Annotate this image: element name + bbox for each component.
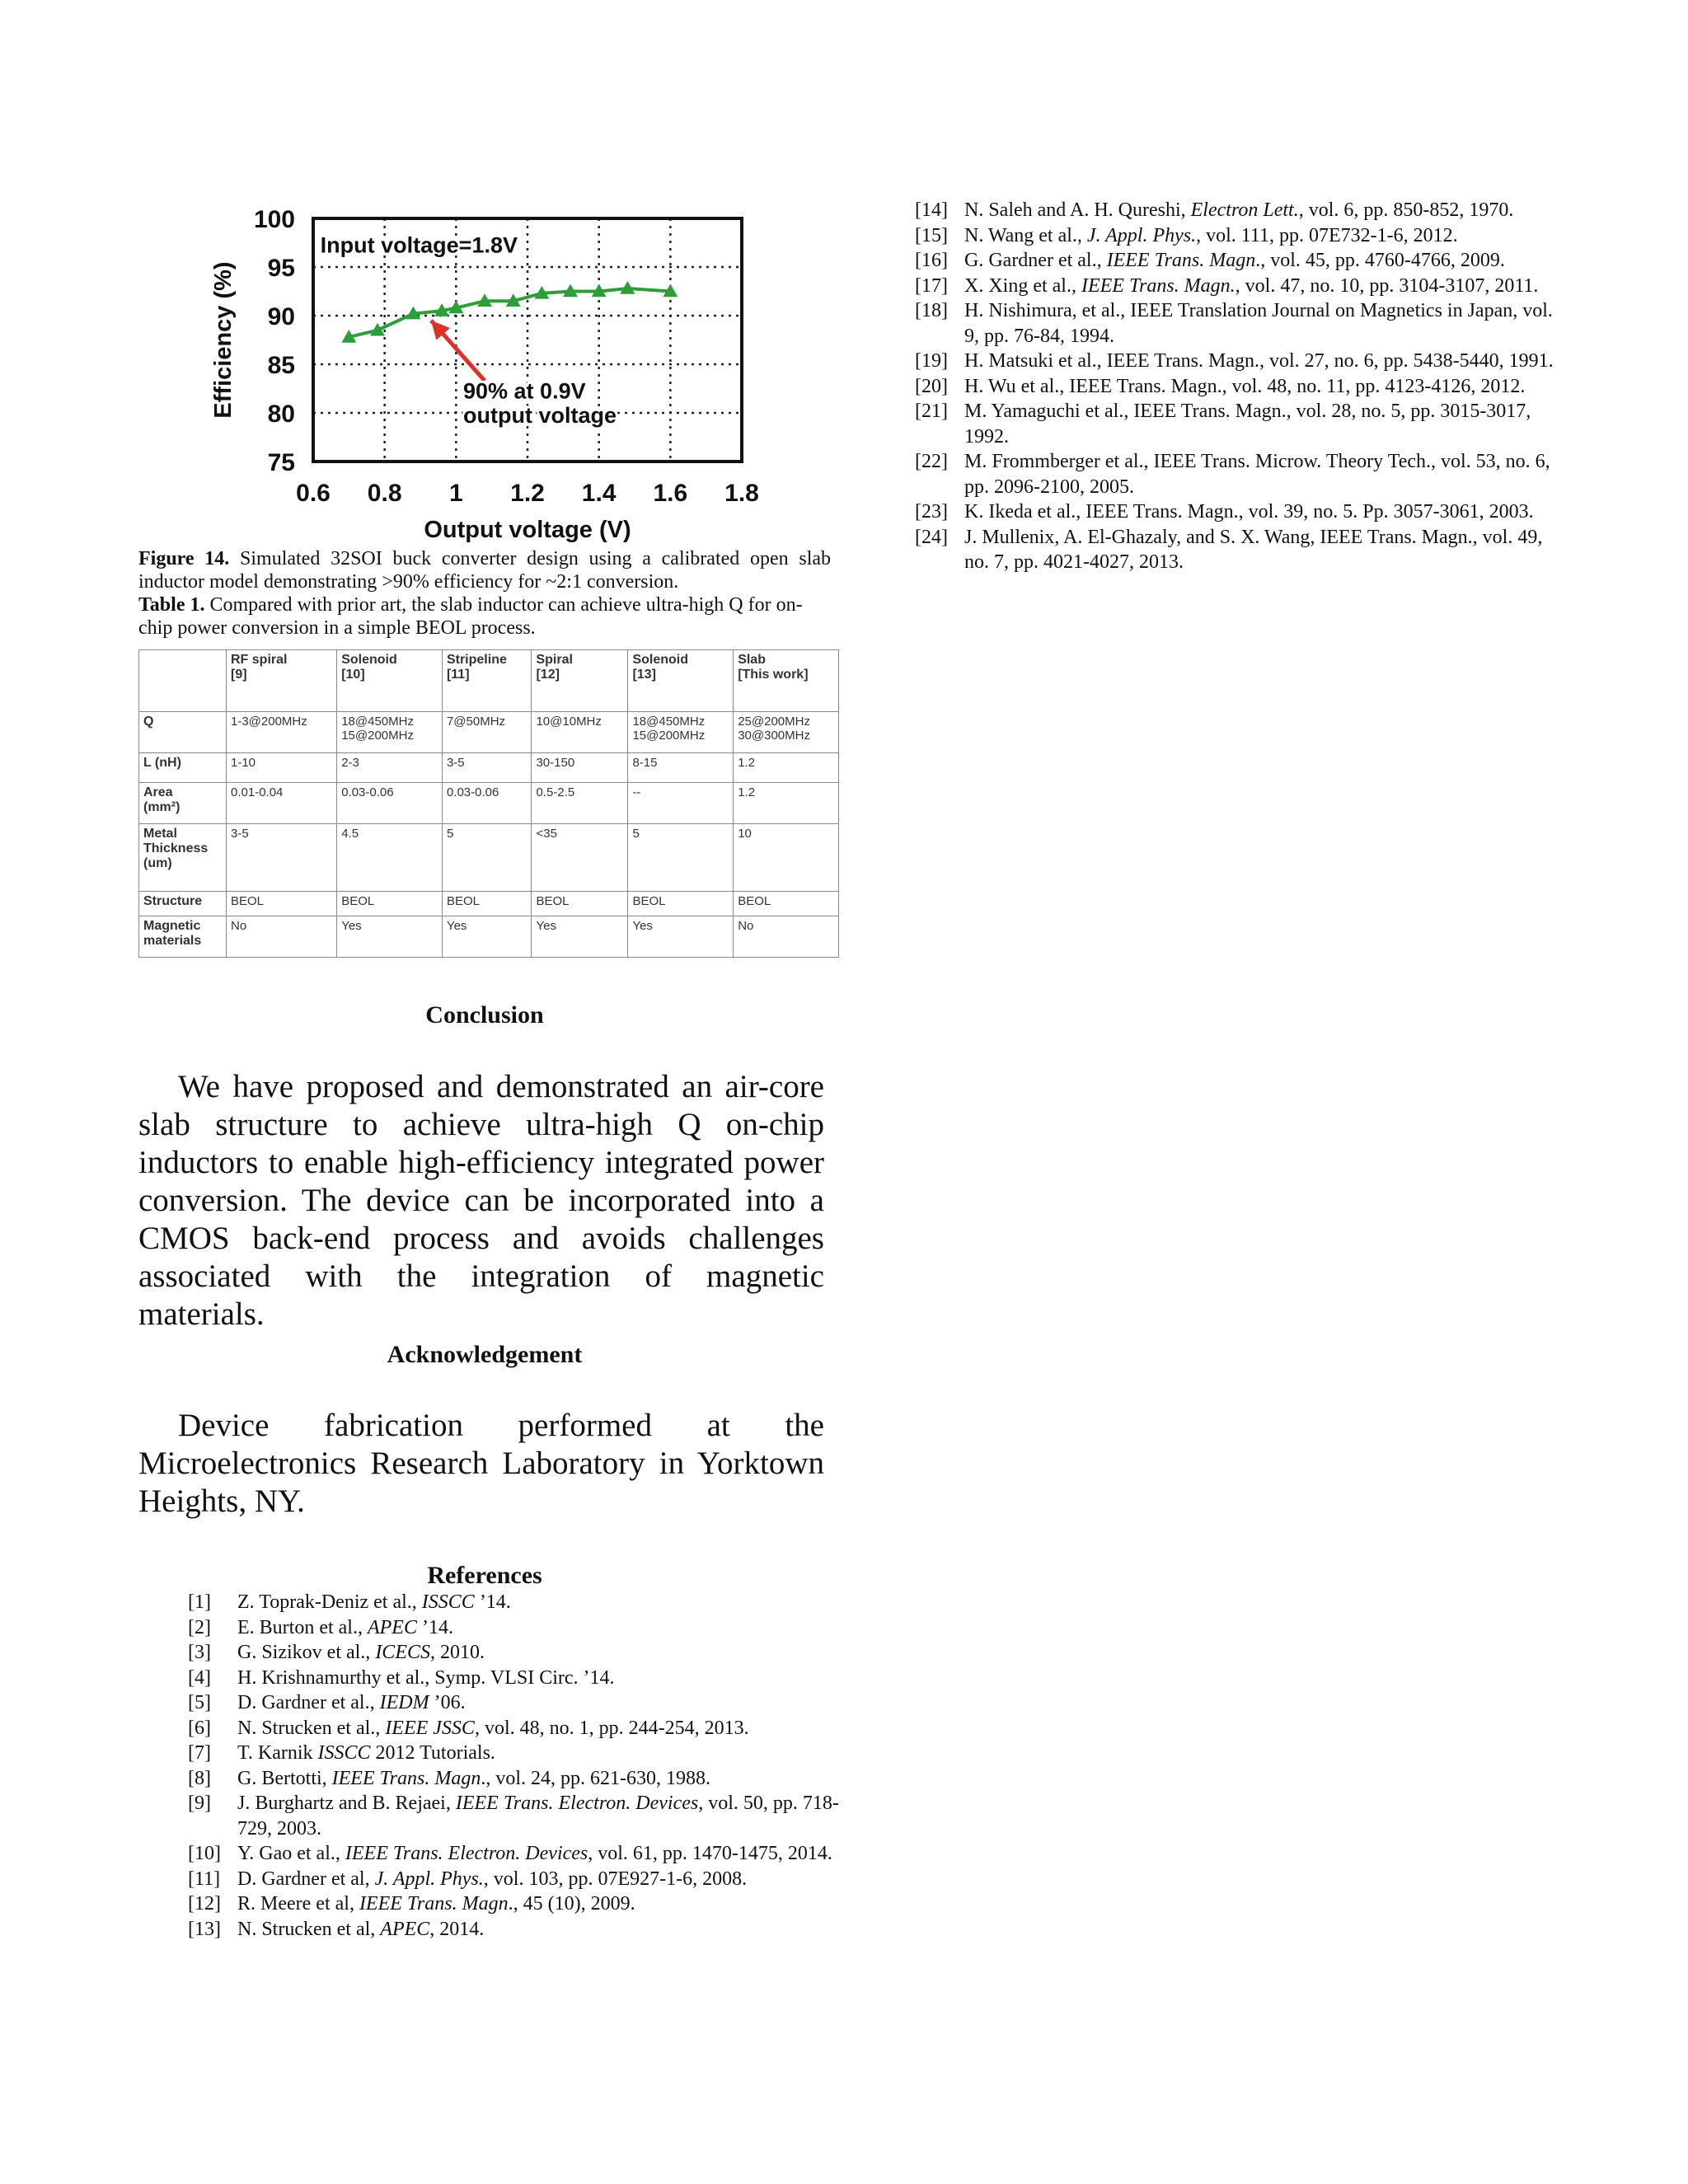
reference-text: M. Yamaguchi et al., IEEE Trans. Magn., vol. 28, no. 5, pp. 3015-3017, 1992. [964,401,1531,448]
x-axis-label: Output voltage (V) [424,517,631,543]
table-cell: 25@200MHz 30@300MHz [734,712,839,753]
table-body [139,712,839,958]
references-heading: References [427,1562,542,1589]
reference-number: [21] [915,401,948,422]
reference-text: N. Strucken et al, [237,1918,381,1940]
reference-venue: APEC [380,1918,430,1940]
reference-number: [23] [915,501,948,523]
table-cell: BEOL [227,892,337,916]
reference-number: [7] [188,1742,211,1764]
reference-venue: Electron Lett. [1190,199,1299,221]
reference-text: J. Mullenix, A. El-Ghazaly, and S. X. Wang, IEEE Trans. Magn., vol. 49, no. 7, pp. 4021-4027, 2013. [964,526,1543,573]
table-row-header: Structure [139,892,227,916]
table-cell: 10@10MHz [532,712,628,753]
table-corner-cell [139,650,227,712]
table-header-row [139,650,839,712]
table-cell: Yes [442,916,532,958]
reference-item [188,1867,847,1892]
reference-item [915,499,1558,525]
x-tick-label: 1.8 [724,480,759,507]
reference-number: [5] [188,1692,211,1713]
reference-text: T. Karnik [237,1742,318,1764]
reference-text: X. Xing et al., [964,274,1081,297]
y-axis-label: Efficiency (%) [210,261,237,419]
table-column-header: RF spiral [9] [227,650,337,712]
reference-number: [15] [915,224,948,246]
table-cell: 1.2 [734,783,839,824]
table-row [139,783,839,824]
figure-label: Figure 14. [138,548,230,569]
conclusion-paragraph: We have proposed and demonstrated an air-core slab structure to achieve ultra-high Q on-chip inductors to enable high-efficiency integrated power conversion. The device can be incorporated into a CMOS back-end process and avoids challenges associated with the integration of magnetic materials. [138,1069,824,1332]
table-column-header: Solenoid [13] [628,650,734,712]
table-cell: 10 [734,824,839,892]
reference-venue: ICECS [375,1642,430,1663]
reference-number: [22] [915,451,948,472]
reference-text: ’14. [474,1591,511,1613]
references-list-left [188,1590,847,1942]
reference-text: K. Ikeda et al., IEEE Trans. Magn., vol. 39, no. 5. Pp. 3057-3061, 2003. [964,501,1534,523]
table-cell: 3-5 [442,753,532,783]
series-line [349,288,670,337]
reference-text: J. Burghartz and B. Rejaei, [237,1793,456,1814]
reference-text: ’14. [416,1616,453,1638]
figure-caption-text: Simulated 32SOI buck converter design using a calibrated open slab inductor model demonstrating >90% efficiency for ~2:1 conversion. [138,548,832,593]
reference-text: D. Gardner et al., [237,1692,380,1713]
x-tick-label: 0.8 [367,480,402,507]
table-row-header: Q [139,712,227,753]
table-row-header: L (nH) [139,753,227,783]
y-tick-label: 75 [267,449,295,476]
table-cell: 0.03-0.06 [442,783,532,824]
chart-series [341,281,678,343]
reference-text: ., 45 (10), 2009. [508,1893,635,1915]
table-cell: 5 [628,824,734,892]
reference-number: [12] [188,1893,221,1915]
table-cell: BEOL [532,892,628,916]
reference-text: R. Meere et al, [237,1893,359,1915]
reference-venue: IEEE JSSC [385,1717,475,1739]
reference-text: 2012 Tutorials. [370,1742,495,1764]
reference-number: [16] [915,250,948,271]
table-cell: <35 [532,824,628,892]
table-cell: 0.5-2.5 [532,783,628,824]
reference-text: D. Gardner et al, [237,1868,375,1890]
reference-number: [13] [188,1918,221,1940]
reference-number: [17] [915,274,948,297]
reference-text: , vol. 50, pp. 718-729, 2003. [237,1793,839,1840]
reference-number: [20] [915,375,948,397]
reference-item [188,1615,847,1641]
reference-item [188,1666,847,1691]
reference-item [915,274,1558,299]
reference-item [915,298,1558,349]
reference-item [188,1741,847,1766]
reference-item [915,374,1558,400]
reference-number: [1] [188,1591,211,1613]
table-cell: Yes [628,916,734,958]
y-tick-label: 100 [253,206,295,233]
reference-venue: IEEE Trans. Magn [359,1893,509,1915]
reference-venue: IEEE Trans. Electron. Devices [455,1793,699,1814]
reference-item [188,1716,847,1741]
reference-text: ’06. [429,1692,466,1713]
reference-number: [19] [915,350,948,372]
annotation-text: 90% at 0.9V [463,378,586,404]
reference-text: , 2010. [429,1642,485,1663]
reference-venue: APEC [367,1616,417,1638]
x-tick-label: 0.6 [296,480,331,507]
table-cell: -- [628,783,734,824]
y-tick-label: 80 [267,401,295,428]
table-cell: No [734,916,839,958]
reference-text: H. Wu et al., IEEE Trans. Magn., vol. 48, no. 11, pp. 4123-4126, 2012. [964,375,1526,397]
reference-text: G. Gardner et al., [964,250,1107,271]
reference-item [188,1891,847,1917]
reference-text: E. Burton et al., [237,1616,368,1638]
reference-text: N. Strucken et al., [237,1717,386,1739]
reference-text: , vol. 6, pp. 850-852, 1970. [1298,199,1514,221]
reference-item [915,449,1558,499]
table-cell: 4.5 [337,824,443,892]
reference-venue: ISSCC [317,1742,371,1764]
reference-item [188,1690,847,1716]
table-cell: 2-3 [337,753,443,783]
reference-item [188,1766,847,1792]
reference-text: Y. Gao et al., [237,1843,345,1864]
reference-item [915,399,1558,449]
reference-item [188,1640,847,1666]
table-column-header: Solenoid [10] [337,650,443,712]
table-row [139,892,839,916]
table-cell: 18@450MHz 15@200MHz [337,712,443,753]
table-cell: 5 [442,824,532,892]
chart-annotations [321,232,617,428]
reference-text: ., vol. 24, pp. 621-630, 1988. [481,1767,710,1789]
annotation-text: Input voltage=1.8V [320,232,518,258]
reference-venue: IEEE Trans. Magn. [1081,274,1236,297]
reference-number: [2] [188,1616,211,1638]
table-row [139,712,839,753]
conclusion-heading: Conclusion [425,1001,544,1029]
reference-text: , 2014. [429,1918,485,1940]
reference-item [915,349,1558,374]
x-tick-label: 1.2 [510,480,545,507]
reference-text: H. Matsuki et al., IEEE Trans. Magn., vol. 27, no. 6, pp. 5438-5440, 1991. [964,350,1554,372]
table-column-header: Slab [This work] [734,650,839,712]
table-row-header: Magnetic materials [139,916,227,958]
table-caption [138,593,831,640]
reference-number: [6] [188,1717,211,1739]
table-caption-text: Compared with prior art, the slab inductor can achieve ultra-high Q for on-chip power conversion in a simple BEOL process. [138,594,803,639]
reference-text: , vol. 111, pp. 07E732-1-6, 2012. [1196,224,1458,246]
table-column-header: Spiral [12] [532,650,628,712]
reference-venue: IEEE Trans. Magn [1106,250,1256,271]
reference-number: [8] [188,1767,211,1789]
reference-text: , vol. 47, no. 10, pp. 3104-3107, 2011. [1235,274,1539,297]
reference-text: , vol. 103, pp. 07E927-1-6, 2008. [483,1868,748,1890]
table-column-header: Stripeline [11] [442,650,532,712]
table-cell: BEOL [442,892,532,916]
annotation-text: output voltage [463,402,617,428]
y-tick-label: 95 [267,255,295,282]
table-cell: Yes [532,916,628,958]
reference-text: M. Frommberger et al., IEEE Trans. Microw. Theory Tech., vol. 53, no. 6, pp. 2096-2100, 2005. [964,451,1550,498]
table-cell: 1-3@200MHz [227,712,337,753]
table-cell: BEOL [734,892,839,916]
reference-text: N. Wang et al., [964,224,1087,246]
reference-item [188,1841,847,1867]
reference-venue: IEDM [379,1692,429,1713]
figure-caption [138,547,831,593]
table-cell: 30-150 [532,753,628,783]
efficiency-chart [198,190,775,552]
reference-text: G. Sizikov et al., [237,1642,376,1663]
reference-text: ., vol. 45, pp. 4760-4766, 2009. [1255,250,1505,271]
reference-number: [3] [188,1642,211,1663]
table-row [139,753,839,783]
reference-text: H. Nishimura, et al., IEEE Translation Journal on Magnetics in Japan, vol. 9, pp. 76-84, 1994. [964,300,1553,347]
reference-text: , vol. 48, no. 1, pp. 244-254, 2013. [474,1717,749,1739]
reference-number: [14] [915,199,948,221]
table-row [139,824,839,892]
reference-text: Z. Toprak-Deniz et al., [237,1591,422,1613]
table-cell: 0.03-0.06 [337,783,443,824]
reference-number: [10] [188,1843,221,1864]
reference-item [915,248,1558,274]
reference-number: [9] [188,1793,211,1814]
reference-venue: J. Appl. Phys. [374,1868,484,1890]
x-tick-label: 1 [448,480,463,507]
table-cell: 7@50MHz [442,712,532,753]
reference-number: [11] [188,1868,221,1890]
table-row-header: Metal Thickness (um) [139,824,227,892]
table-cell: 8-15 [628,753,734,783]
table-cell: 18@450MHz 15@200MHz [628,712,734,753]
reference-item [915,223,1558,249]
reference-text: , vol. 61, pp. 1470-1475, 2014. [588,1843,832,1864]
y-tick-label: 85 [267,352,295,379]
table-row [139,916,839,958]
reference-text: H. Krishnamurthy et al., Symp. VLSI Circ. ’14. [237,1666,615,1689]
x-tick-label: 1.4 [581,480,617,507]
acknowledgement-paragraph: Device fabrication performed at the Microelectronics Research Laboratory in Yorktown Heights, NY. [138,1408,824,1519]
reference-venue: IEEE Trans. Magn [331,1767,481,1789]
reference-item [188,1791,847,1841]
table-cell: BEOL [337,892,443,916]
table-cell: Yes [337,916,443,958]
comparison-table [138,649,839,958]
reference-item [915,525,1558,575]
reference-item [915,198,1558,223]
reference-venue: IEEE Trans. Electron. Devices [345,1843,588,1864]
reference-item [188,1917,847,1943]
table-cell: No [227,916,337,958]
table-cell: 1-10 [227,753,337,783]
table-cell: BEOL [628,892,734,916]
x-tick-label: 1.6 [653,480,688,507]
reference-number: [4] [188,1666,211,1689]
table-cell: 3-5 [227,824,337,892]
reference-item [188,1590,847,1615]
y-tick-label: 90 [267,303,295,330]
reference-venue: ISSCC [421,1591,475,1613]
reference-text: N. Saleh and A. H. Qureshi, [964,199,1191,221]
reference-number: [18] [915,300,948,321]
table-row-header: Area (mm²) [139,783,227,824]
references-list-right [915,198,1558,575]
reference-number: [24] [915,526,948,548]
table-label: Table 1. [138,594,205,616]
reference-venue: J. Appl. Phys. [1086,224,1197,246]
reference-text: G. Bertotti, [237,1767,332,1789]
table-cell: 1.2 [734,753,839,783]
table-cell: 0.01-0.04 [227,783,337,824]
acknowledgement-heading: Acknowledgement [387,1341,583,1368]
